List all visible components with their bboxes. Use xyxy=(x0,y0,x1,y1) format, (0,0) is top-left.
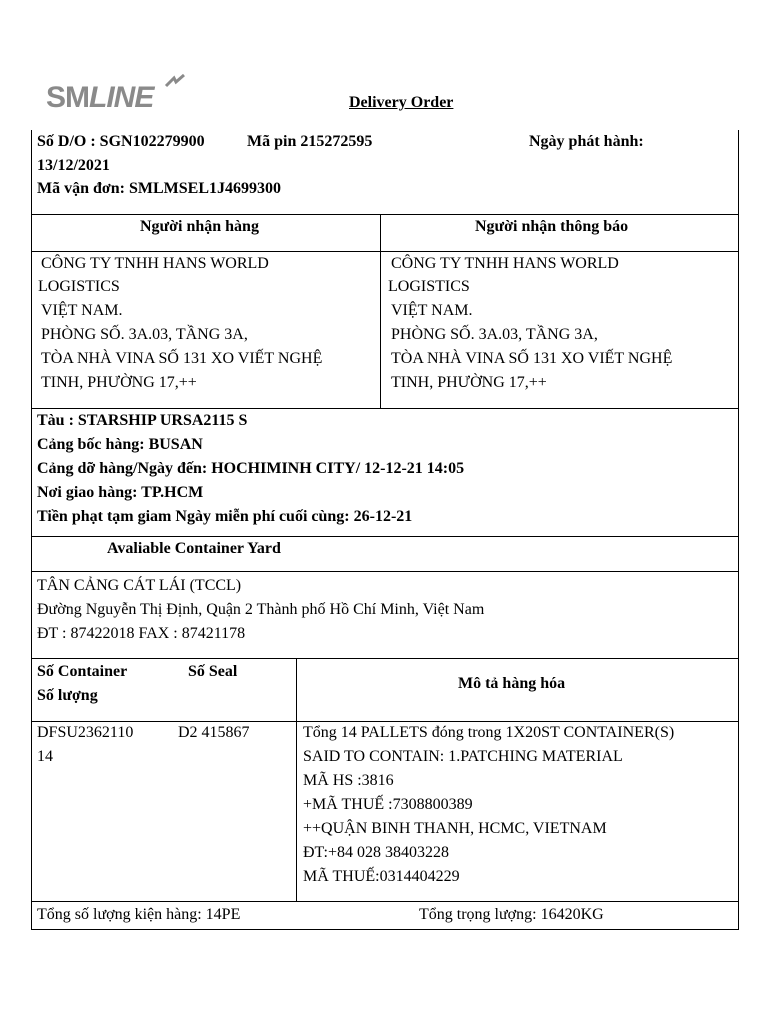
issue-date-label: Ngày phát hành: xyxy=(529,133,644,150)
pin-code: Mã pin 215272595 xyxy=(247,133,373,150)
description-line: SAID TO CONTAIN: 1.PATCHING MATERIAL xyxy=(303,748,623,765)
divider-parties-top xyxy=(31,214,739,215)
outer-border-left xyxy=(31,130,32,930)
description-line: ++QUẬN BINH THANH, HCMC, VIETNAM xyxy=(303,820,607,837)
col-description-header: Mô tả hàng hóa xyxy=(458,675,566,692)
notify-line: TINH, PHƯỜNG 17,++ xyxy=(391,374,547,391)
consignee-header: Người nhận hàng xyxy=(140,218,259,235)
container-number: DFSU2362110 xyxy=(37,724,134,741)
divider-cargo-middle xyxy=(296,658,297,902)
consignee-line: TINH, PHƯỜNG 17,++ xyxy=(41,374,197,391)
description-line: MÃ THUẾ:0314404229 xyxy=(303,868,460,885)
yard-header: Avaliable Container Yard xyxy=(107,540,281,557)
vessel: Tàu : STARSHIP URSA2115 S xyxy=(37,412,248,429)
quantity: 14 xyxy=(37,748,53,765)
consignee-line: VIỆT NAM. xyxy=(41,302,123,319)
divider-totals-top xyxy=(31,901,739,902)
logo-swoosh-icon xyxy=(164,74,186,88)
notify-line: LOGISTICS xyxy=(388,278,470,295)
notify-party-header: Người nhận thông báo xyxy=(475,218,629,235)
port-of-discharge: Cảng dỡ hàng/Ngày đến: HOCHIMINH CITY/ 12-12-21 14:05 xyxy=(37,460,465,477)
notify-line: TÒA NHÀ VINA SỐ 131 XO VIẾT NGHỆ xyxy=(391,350,673,367)
consignee-line: CÔNG TY TNHH HANS WORLD xyxy=(41,255,269,272)
total-packages: Tổng số lượng kiện hàng: 14PE xyxy=(37,906,241,923)
description-line: Tổng 14 PALLETS đóng trong 1X20ST CONTAINER(S) xyxy=(303,724,675,741)
do-number: Số D/O : SGN102279900 xyxy=(37,133,205,150)
yard-line: ĐT : 87422018 FAX : 87421178 xyxy=(37,625,246,642)
divider-parties-middle xyxy=(380,214,381,409)
issue-date: 13/12/2021 xyxy=(37,157,110,174)
notify-line: CÔNG TY TNHH HANS WORLD xyxy=(391,255,619,272)
col-quantity-header: Số lượng xyxy=(37,687,98,704)
description-line: +MÃ THUẾ :7308800389 xyxy=(303,796,473,813)
outer-border-right xyxy=(738,130,739,930)
description-line: ĐT:+84 028 38403228 xyxy=(303,844,449,861)
col-container-header: Số Container xyxy=(37,663,128,680)
document-title: Delivery Order xyxy=(349,94,454,111)
bill-of-lading-number: Mã vận đơn: SMLMSEL1J4699300 xyxy=(37,180,281,197)
divider-cargo-top xyxy=(31,658,739,659)
consignee-line: TÒA NHÀ VINA SỐ 131 XO VIẾT NGHỆ xyxy=(41,350,323,367)
yard-line: Đường Nguyễn Thị Định, Quận 2 Thành phố Hồ Chí Minh, Việt Nam xyxy=(37,601,485,618)
place-of-delivery: Nơi giao hàng: TP.HCM xyxy=(37,484,204,501)
seal-number: D2 415867 xyxy=(178,724,250,741)
yard-line: TÂN CẢNG CÁT LÁI (TCCL) xyxy=(37,577,242,594)
notify-line: PHÒNG SỐ. 3A.03, TẦNG 3A, xyxy=(391,326,598,343)
free-time: Tiền phạt tạm giam Ngày miễn phí cuối cùng: 26-12-21 xyxy=(37,508,413,525)
divider-yard-header xyxy=(31,571,739,572)
description-line: MÃ HS :3816 xyxy=(303,772,394,789)
consignee-line: PHÒNG SỐ. 3A.03, TẦNG 3A, xyxy=(41,326,248,343)
company-logo: SMLINE xyxy=(46,78,153,118)
col-seal-header: Số Seal xyxy=(188,663,238,680)
notify-line: VIỆT NAM. xyxy=(391,302,473,319)
total-weight: Tổng trọng lượng: 16420KG xyxy=(419,906,604,923)
port-of-loading: Cảng bốc hàng: BUSAN xyxy=(37,436,203,453)
consignee-line: LOGISTICS xyxy=(38,278,120,295)
outer-border-bottom xyxy=(31,929,739,930)
